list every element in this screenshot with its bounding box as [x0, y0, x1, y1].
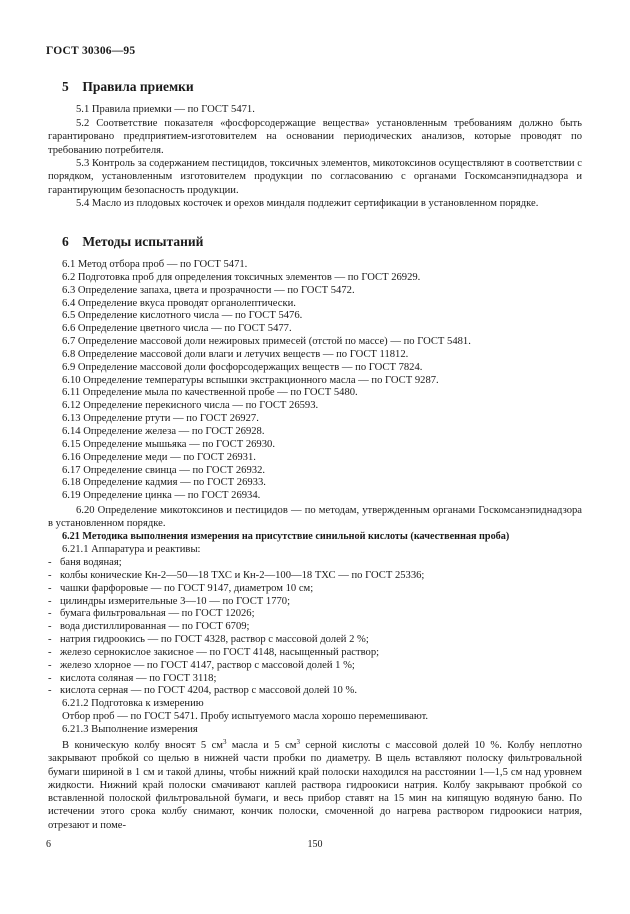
list-item: 6.2 Подготовка проб для определения токсичных элементов — по ГОСТ 26929.	[62, 271, 421, 283]
final-sup-2: 3	[296, 738, 300, 746]
list-item: - вода дистиллированная — по ГОСТ 6709;	[48, 621, 250, 633]
paragraph-6-20	[48, 504, 582, 531]
list-item: 6.8 Определение массовой доли влаги и летучих веществ — по ГОСТ 11812.	[62, 348, 409, 360]
paragraph-6-20-text: 6.20 Определение микотоксинов и пестицидов — по методам, утвержденным органами Госкомсанэпиднадзора в установленном порядке.	[48, 505, 582, 530]
paragraph-5-4	[48, 197, 582, 210]
list-item: 6.10 Определение температуры вспышки экстракционного масла — по ГОСТ 9287.	[62, 374, 439, 386]
list-item: 6.3 Определение запаха, цвета и прозрачности — по ГОСТ 5472.	[62, 284, 355, 296]
list-item: 6.14 Определение железа — по ГОСТ 26928.	[62, 425, 265, 437]
list-item: - чашки фарфоровые — по ГОСТ 9147, диаметром 10 см;	[48, 582, 314, 594]
section-6-title: Методы испытаний	[82, 234, 204, 249]
section-6-number: 6	[62, 234, 69, 249]
list-item: - баня водяная;	[48, 557, 122, 568]
list-item: 6.19 Определение цинка — по ГОСТ 26934.	[62, 490, 261, 502]
section-5-heading	[62, 79, 194, 95]
list-item: - бумага фильтровальная — по ГОСТ 12026;	[48, 608, 255, 620]
list-item: 6.9 Определение массовой доли фосфорсодержащих веществ — по ГОСТ 7824.	[62, 361, 423, 373]
list-item: - железо хлорное — по ГОСТ 4147, раствор с массовой долей 1 %;	[48, 659, 355, 671]
paragraph-5-2-text: 5.2 Соответствие показателя «фосфорсодержащие вещества» установленным требованиям должно быть гарантировано предприятием-изготовителем на основании периодических анализов, которые проводят по требованию потребителя.	[48, 118, 582, 156]
final-sup-1: 3	[222, 738, 227, 746]
method-6211-heading: 6.21.1 Аппаратура и реактивы:	[62, 543, 201, 555]
list-item: 6.13 Определение ртути — по ГОСТ 26927.	[62, 413, 259, 425]
reagents-list	[48, 557, 582, 698]
list-item: 6.18 Определение кадмия — по ГОСТ 26933.	[62, 477, 266, 489]
list-item: 6.5 Определение кислотного числа — по ГОСТ 5476.	[62, 310, 303, 322]
list-item: - железо сернокислое закисное — по ГОСТ 4148, насыщенный раствор;	[48, 646, 380, 658]
final-text-c: серной кислоты с массовой долей 10 %. Колбу неплотно закрывают пробкой со щелью в нижней части пробки по диаметру. В щель вставляют полоску фильтровальной бумаги шириной в 1 см и такой длины, чтобы нижний край полоски находился на расстоянии 1—1,5 см над уровнем жидкости. Нижний край полоски смачивают каплей раствора гидроокиси натрия. Колбу закрывают пробкой со вставленной полоской фильтровальной бумаги, и весь прибор ставят на 15 мин на кипящую водяную баню. По истечении этого срока колбу снимают, кончик полоски, смоченной до нагрева раствором гидроокиси натрия, отрезают и поме-	[48, 740, 582, 831]
paragraph-5-1	[62, 103, 582, 116]
paragraph-5-3	[48, 157, 582, 197]
list-item: 6.1 Метод отбора проб — по ГОСТ 5471.	[62, 259, 248, 270]
list-item: 6.11 Определение мыла по качественной пробе — по ГОСТ 5480.	[62, 387, 358, 399]
methods-list	[62, 259, 582, 503]
list-item: 6.12 Определение перекисного числа — по ГОСТ 26593.	[62, 400, 319, 412]
list-item: 6.6 Определение цветного числа — по ГОСТ 5477.	[62, 323, 292, 335]
list-item: 6.16 Определение меди — по ГОСТ 26931.	[62, 451, 256, 463]
paragraph-5-1-text: 5.1 Правила приемки — по ГОСТ 5471.	[76, 104, 255, 115]
list-item: 6.17 Определение свинца — по ГОСТ 26932.	[62, 464, 266, 476]
page-number-left: 6	[46, 839, 51, 850]
document-header: ГОСТ 30306—95	[46, 45, 136, 57]
section-5-number: 5	[62, 79, 69, 94]
final-text-a: В коническую колбу вносят 5 см	[62, 740, 223, 751]
method-6212-heading: 6.21.2 Подготовка к измерению	[62, 698, 204, 709]
method-6212-block	[62, 698, 582, 737]
paragraph-5-2	[48, 117, 582, 157]
method-6213-heading: 6.21.3 Выполнение измерения	[62, 723, 198, 735]
list-item: - колбы конические Кн-2—50—18 ТХС и Кн-2—100—18 ТХС — по ГОСТ 25336;	[48, 569, 425, 581]
list-item: - натрия гидроокись — по ГОСТ 4328, раствор с массовой долей 2 %;	[48, 634, 369, 646]
section-5-title: Правила приемки	[82, 79, 194, 94]
section-6-heading	[62, 234, 203, 250]
final-text-b: масла и 5 см	[226, 740, 297, 751]
method-621-block	[62, 531, 582, 557]
list-item: - кислота соляная — по ГОСТ 3118;	[48, 672, 217, 684]
method-6212-text: Отбор проб — по ГОСТ 5471. Пробу испытуемого масла хорошо перемешивают.	[62, 710, 429, 722]
list-item: - цилиндры измерительные 3—10 — по ГОСТ 1770;	[48, 595, 291, 607]
paragraph-5-3-text: 5.3 Контроль за содержанием пестицидов, токсичных элементов, микотоксинов осуществляют в соответствии с порядком, установленным изготовителем продукции по согласованию с органами Госкомсанэпиднадзора и гарантирующим безопасность продукции.	[48, 158, 582, 196]
list-item: - кислота серная — по ГОСТ 4204, раствор с массовой долей 10 %.	[48, 685, 357, 697]
page-number-center: 150	[307, 839, 323, 850]
list-item: 6.7 Определение массовой доли нежировых примесей (отстой по массе) — по ГОСТ 5481.	[62, 336, 471, 348]
list-item: 6.4 Определение вкуса проводят органолептически.	[62, 297, 296, 309]
method-6213-paragraph	[48, 736, 582, 832]
paragraph-5-4-text: 5.4 Масло из плодовых косточек и орехов миндаля подлежит сертификации в установленном порядке.	[76, 198, 539, 209]
list-item: 6.15 Определение мышьяка — по ГОСТ 26930.	[62, 438, 275, 450]
method-621-title: 6.21 Методика выполнения измерения на присутствие синильной кислоты (качественная проба)	[62, 531, 510, 542]
